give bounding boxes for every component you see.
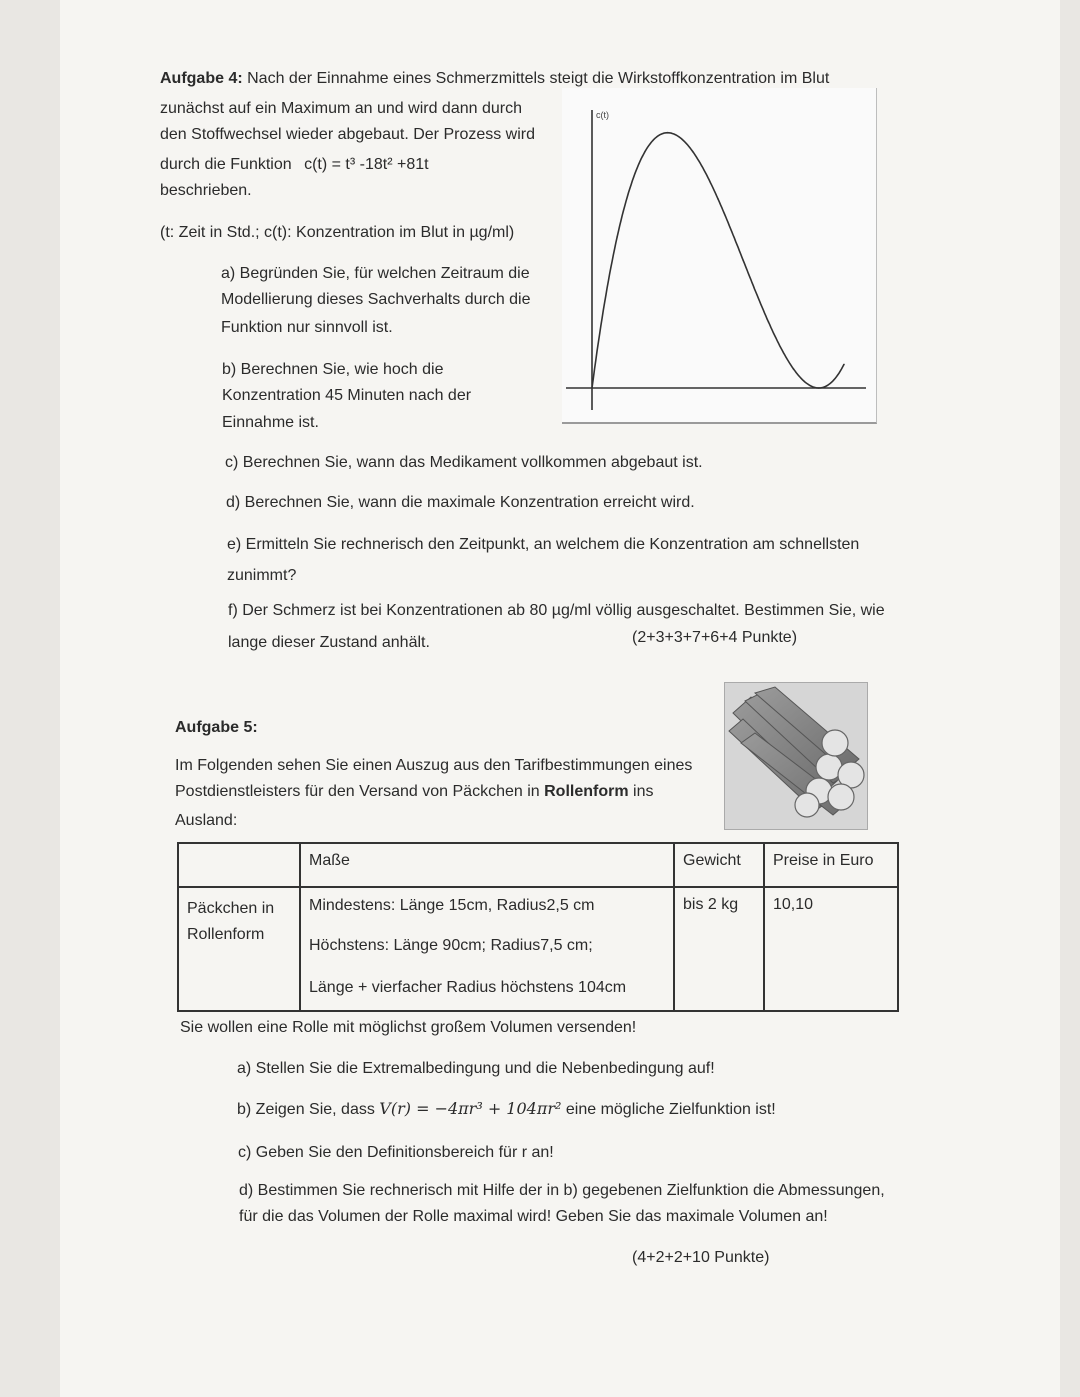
curve-point	[667, 132, 669, 134]
task4-intro-text: Nach der Einnahme eines Schmerzmittels steigt die Wirkstoffkonzentration im Blut	[247, 70, 830, 87]
curve-point	[692, 151, 694, 153]
curve-point	[591, 387, 593, 389]
rolls-illustration	[725, 683, 867, 829]
concentration-graph	[562, 88, 876, 422]
task5-b-prefix: b) Zeigen Sie, dass	[237, 1101, 380, 1118]
curve-point	[642, 156, 644, 158]
task5-b	[237, 1096, 776, 1123]
table-header-cell	[178, 843, 300, 887]
task4-points: (2+3+3+7+6+4 Punkte)	[632, 629, 798, 646]
measure-min: Mindestens: Länge 15cm, Radius2,5 cm	[309, 897, 595, 914]
task4-intro-line2: zunächst auf ein Maximum an und wird dann durch	[160, 100, 522, 117]
task4-c: c) Berechnen Sie, wann das Medikament vollkommen abgebaut ist.	[225, 454, 703, 471]
task4-function: c(t) = t³ -18t² +81t	[304, 156, 429, 173]
curve-point	[742, 260, 744, 262]
task4-f-line2: lange dieser Zustand anhält.	[228, 634, 430, 651]
task4-f-line1: f) Der Schmerz ist bei Konzentrationen ab 80 µg/ml völlig ausgeschaltet. Bestimmen Sie, wie	[228, 602, 885, 619]
measure-sum: Länge + vierfacher Radius höchstens 104cm	[309, 979, 627, 996]
task4-b-line3: Einnahme ist.	[222, 414, 319, 431]
table-row-label: Päckchen in Rollenform	[178, 887, 300, 1011]
task5-intro-line3: Ausland:	[175, 812, 238, 829]
concentration-curve	[592, 133, 844, 388]
task5-intro-line1: Im Folgenden sehen Sie einen Auszug aus den Tarifbestimmungen eines	[175, 757, 693, 774]
rolls-photo	[724, 682, 868, 830]
task5-a: a) Stellen Sie die Extremalbedingung und die Nebenbedingung auf!	[237, 1060, 715, 1077]
task4-units: (t: Zeit in Std.; c(t): Konzentration im Blut in µg/ml)	[160, 224, 515, 241]
table-header-cell: Maße	[300, 843, 674, 887]
task4-b-line2: Konzentration 45 Minuten nach der	[222, 387, 472, 404]
curve-point	[793, 368, 795, 370]
task4-intro-line3: den Stoffwechsel wieder abgebaut. Der Prozess wird	[160, 126, 536, 143]
task4-d: d) Berechnen Sie, wann die maximale Konzentration erreicht wird.	[226, 494, 695, 511]
curve-point	[768, 321, 770, 323]
curve-points	[591, 132, 845, 389]
table-header-row	[178, 843, 898, 887]
table-header-cell: Preise in Euro	[764, 843, 898, 887]
task4-a-line1: a) Begründen Sie, für welchen Zeitraum die	[221, 265, 530, 282]
task5-b-formula: V(r) = −4πr³ + 104πr²	[379, 1099, 562, 1118]
task5-intro-line2	[175, 779, 653, 805]
task4-function-prefix: durch die Funktion	[160, 156, 292, 173]
task5-b-suffix: eine mögliche Zielfunktion ist!	[561, 1101, 776, 1118]
curve-point	[717, 198, 719, 200]
measure-max: Höchstens: Länge 90cm; Radius7,5 cm;	[309, 937, 593, 954]
curve-point	[843, 364, 845, 366]
task4-e-line1: e) Ermitteln Sie rechnerisch den Zeitpunkt, an welchem die Konzentration am schnellsten	[227, 536, 860, 553]
task4-b-line1: b) Berechnen Sie, wie hoch die	[222, 361, 444, 378]
task4-intro-line5: beschrieben.	[160, 182, 252, 199]
task4-heading: Aufgabe 4:	[160, 70, 243, 87]
concentration-graph-frame	[562, 88, 877, 424]
table-header-cell: Gewicht	[674, 843, 764, 887]
task4-intro-line4	[160, 152, 429, 178]
task4-e-line2: zunimmt?	[227, 567, 297, 584]
table-row	[178, 887, 898, 1011]
task4-a-line2: Modellierung dieses Sachverhalts durch die	[221, 291, 531, 308]
curve-point	[616, 236, 618, 238]
table-weight-cell: bis 2 kg	[674, 887, 764, 1011]
curve-point	[818, 387, 820, 389]
table-measures-cell	[300, 887, 674, 1011]
table-price-cell: 10,10	[764, 887, 898, 1011]
task5-d-line1: d) Bestimmen Sie rechnerisch mit Hilfe der in b) gegebenen Zielfunktion die Abmessungen,	[239, 1182, 885, 1199]
task4-a-line3: Funktion nur sinnvoll ist.	[221, 319, 393, 336]
task5-c: c) Geben Sie den Definitionsbereich für r an!	[238, 1144, 554, 1161]
tariff-table	[177, 842, 899, 1012]
graph-y-label: c(t)	[596, 110, 609, 120]
task5-heading: Aufgabe 5:	[175, 719, 258, 736]
task5-intro-bold: Rollenform	[544, 783, 629, 800]
task5-points: (4+2+2+10 Punkte)	[632, 1249, 770, 1266]
task5-intro-prefix: Postdienstleisters für den Versand von Päckchen in	[175, 783, 545, 800]
task5-d-line2: für die das Volumen der Rolle maximal wird! Geben Sie das maximale Volumen an!	[239, 1208, 828, 1225]
task5-intro-suffix: ins	[628, 783, 654, 800]
task5-after-table: Sie wollen eine Rolle mit möglichst großem Volumen versenden!	[180, 1019, 637, 1036]
